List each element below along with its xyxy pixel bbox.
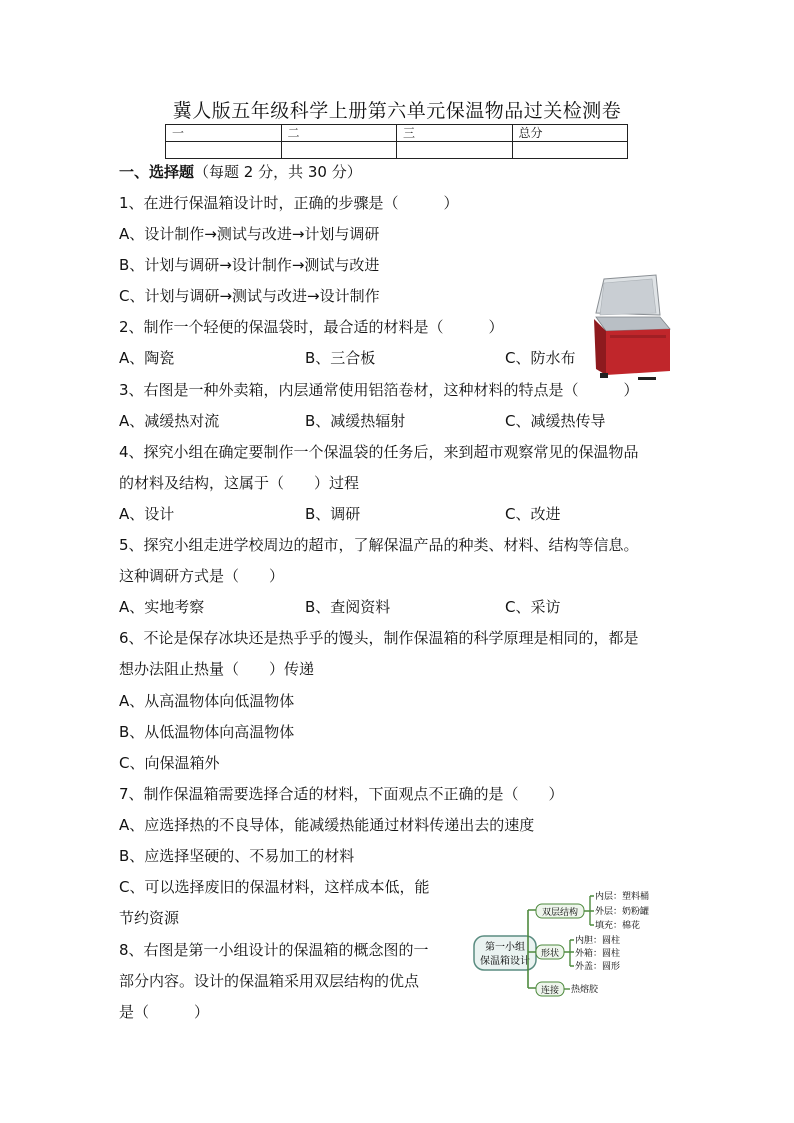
question-4-option-a[interactable]: A、设计 [119,505,175,523]
question-4-option-c[interactable]: C、改进 [505,505,561,523]
question-8-stem-line-1: 8、右图是第一小组设计的保温箱的概念图的一 [119,941,429,959]
question-5-stem-line-2: 这种调研方式是（ ） [119,567,285,585]
section-note: （每题 2 分，共 30 分） [194,163,362,181]
question-6-stem-line-2: 想办法阻止热量（ ）传递 [119,660,315,678]
question-3-option-c[interactable]: C、减缓热传导 [505,412,606,430]
section-label: 一、选择题 [119,163,195,181]
question-3-option-b[interactable]: B、减缓热辐射 [305,412,406,430]
question-5-option-c[interactable]: C、采访 [505,598,561,616]
concept-map-leaf-2-2: 外箱：圆柱 [575,949,621,959]
question-8-stem-line-3: 是（ ） [119,1003,210,1021]
question-3-stem: 3、右图是一种外卖箱，内层通常使用铝箔卷材，这种材料的特点是（ ） [119,381,639,399]
concept-map-leaf-2-1: 内胆：圆柱 [575,936,621,946]
score-cell-1[interactable] [166,142,282,159]
question-6-option-b[interactable]: B、从低温物体向高温物体 [119,723,295,741]
concept-map-branch-2-label: 形状 [540,949,560,959]
score-header-3: 三 [397,125,513,142]
question-2-option-a[interactable]: A、陶瓷 [119,349,175,367]
score-header-total: 总分 [512,125,628,142]
question-7-option-a[interactable]: A、应选择热的不良导体，能减缓热能通过材料传递出去的速度 [119,816,535,834]
question-2-stem: 2、制作一个轻便的保温袋时，最合适的材料是（ ） [119,318,504,336]
question-5-option-b[interactable]: B、查阅资料 [305,598,391,616]
question-4-stem-line-2: 的材料及结构，这属于（ ）过程 [119,474,360,492]
section-heading [119,162,362,182]
score-cell-total[interactable] [512,142,628,159]
question-1-option-a[interactable]: A、设计制作→测试与改进→计划与调研 [119,225,380,243]
question-6-option-c[interactable]: C、向保温箱外 [119,754,220,772]
concept-map-leaf-2-3: 外盖：圆形 [575,962,621,972]
concept-map-branch-3-label: 连接 [540,986,560,996]
question-4-stem-line-1: 4、探究小组在确定要制作一个保温袋的任务后，来到超市观察常见的保温物品 [119,443,639,461]
concept-map-leaf-3-1: 热熔胶 [571,985,599,995]
question-4-option-b[interactable]: B、调研 [305,505,361,523]
question-7-option-c-cont: 节约资源 [119,909,180,927]
question-2-option-b[interactable]: B、三合板 [305,349,376,367]
concept-map [470,884,675,999]
concept-map-leaf-1-3: 填充：棉花 [595,921,641,931]
question-7-option-b[interactable]: B、应选择坚硬的、不易加工的材料 [119,847,355,865]
score-table [165,124,628,159]
score-cell-3[interactable] [397,142,513,159]
concept-map-leaf-1-2: 外层：奶粉罐 [595,907,650,917]
question-6-option-a[interactable]: A、从高温物体向低温物体 [119,692,295,710]
question-1-option-c[interactable]: C、计划与调研→测试与改进→设计制作 [119,287,380,305]
question-6-stem-line-1: 6、不论是保存冰块还是热乎乎的馒头，制作保温箱的科学原理是相同的，都是 [119,629,639,647]
question-3-option-a[interactable]: A、减缓热对流 [119,412,220,430]
page-title: 冀人版五年级科学上册第六单元保温物品过关检测卷 [172,100,622,122]
insulated-box-image [586,273,672,381]
concept-map-root-line-1: 第一小组 [485,942,525,953]
question-5-option-a[interactable]: A、实地考察 [119,598,205,616]
score-header-1: 一 [166,125,282,142]
concept-map-leaf-1-1: 内层：塑料桶 [595,892,650,902]
concept-map-root-line-2: 保温箱设计 [480,956,530,967]
concept-map-branch-1-label: 双层结构 [541,908,579,918]
question-8-stem-line-2: 部分内容。设计的保温箱采用双层结构的优点 [119,972,420,990]
score-header-2: 二 [281,125,397,142]
question-7-option-c[interactable]: C、可以选择废旧的保温材料，这样成本低，能 [119,878,430,896]
question-1-option-b[interactable]: B、计划与调研→设计制作→测试与改进 [119,256,380,274]
question-1-stem: 1、在进行保温箱设计时，正确的步骤是（ ） [119,194,459,212]
question-2-option-c[interactable]: C、防水布 [505,349,576,367]
question-7-stem: 7、制作保温箱需要选择合适的材料，下面观点不正确的是（ ） [119,785,564,803]
score-cell-2[interactable] [281,142,397,159]
question-5-stem-line-1: 5、探究小组走进学校周边的超市，了解保温产品的种类、材料、结构等信息。 [119,536,639,554]
